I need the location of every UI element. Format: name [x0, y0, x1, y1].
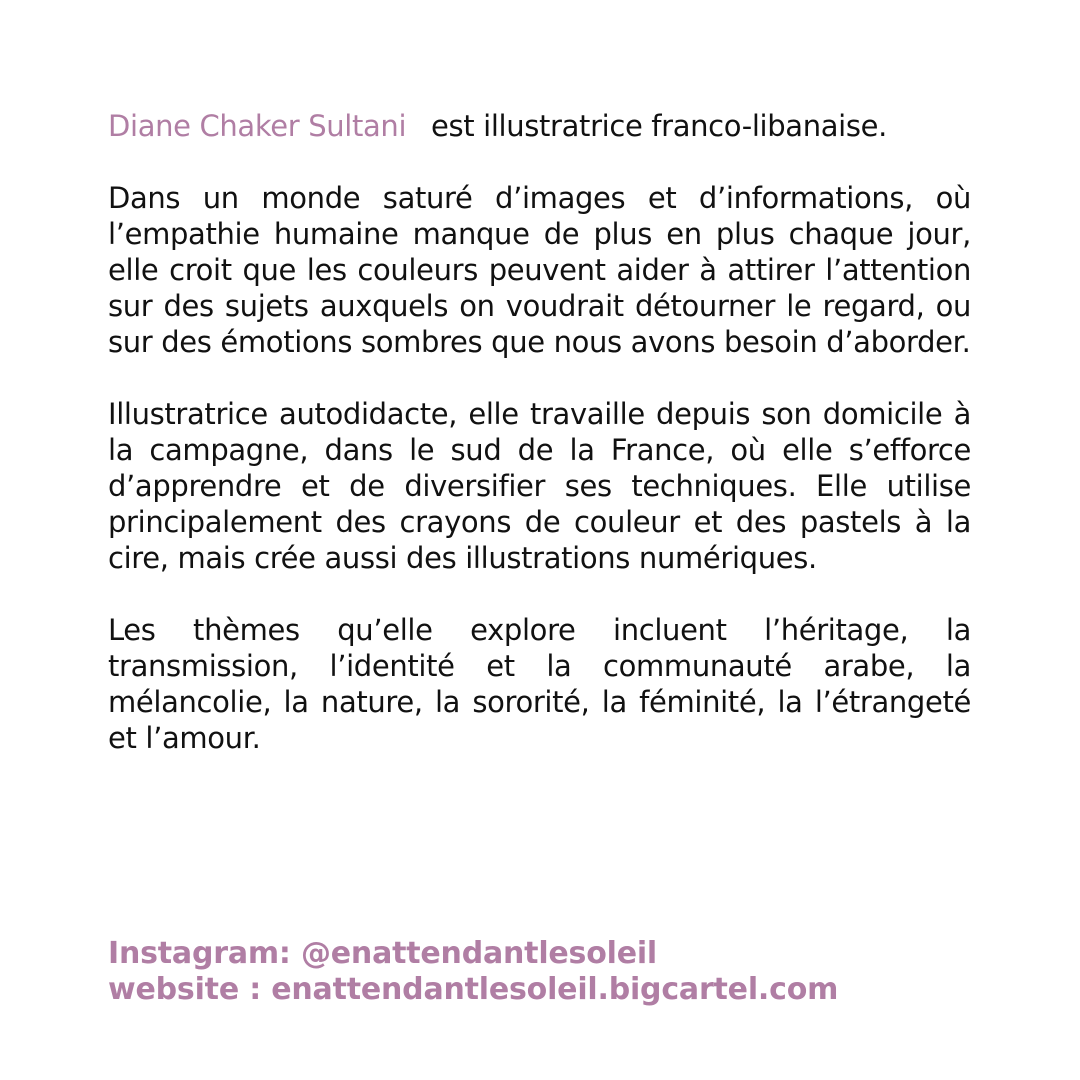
bio-section — [108, 108, 971, 792]
instagram-link[interactable]: Instagram: @enattendantlesoleil — [108, 936, 658, 971]
bio-paragraph-themes: Les thèmes qu’elle explore incluent l’héritage, la transmission, l’identité et la communauté arabe, la mélancolie, la nature, la sororité, la féminité, la l’étrangeté et l’amour. — [108, 613, 971, 755]
bio-paragraph-empathy: Dans un monde saturé d’images et d’informations, où l’empathie humaine manque de plus en plus chaque jour, elle croit que les couleurs peuvent aider à attirer l’attention sur des sujets auxquels on voudrait détourner le regard, ou sur des émotions sombres que nous avons besoin d’aborder. — [108, 181, 971, 359]
website-link[interactable]: website : enattendantlesoleil.bigcartel.com — [108, 972, 839, 1007]
bio-intro-paragraph — [108, 108, 971, 144]
bio-intro-text: est illustratrice franco-libanaise. — [430, 109, 887, 143]
bio-paragraph-technique: Illustratrice autodidacte, elle travaille depuis son domicile à la campagne, dans le sud de la France, où elle s’efforce d’apprendre et de diversifier ses techniques. Elle utilise principalement des crayons de couleur et des pastels à la cire, mais crée aussi des illustrations numériques. — [108, 397, 971, 575]
contact-links — [108, 936, 971, 1008]
artist-name: Diane Chaker Sultani — [108, 109, 407, 143]
